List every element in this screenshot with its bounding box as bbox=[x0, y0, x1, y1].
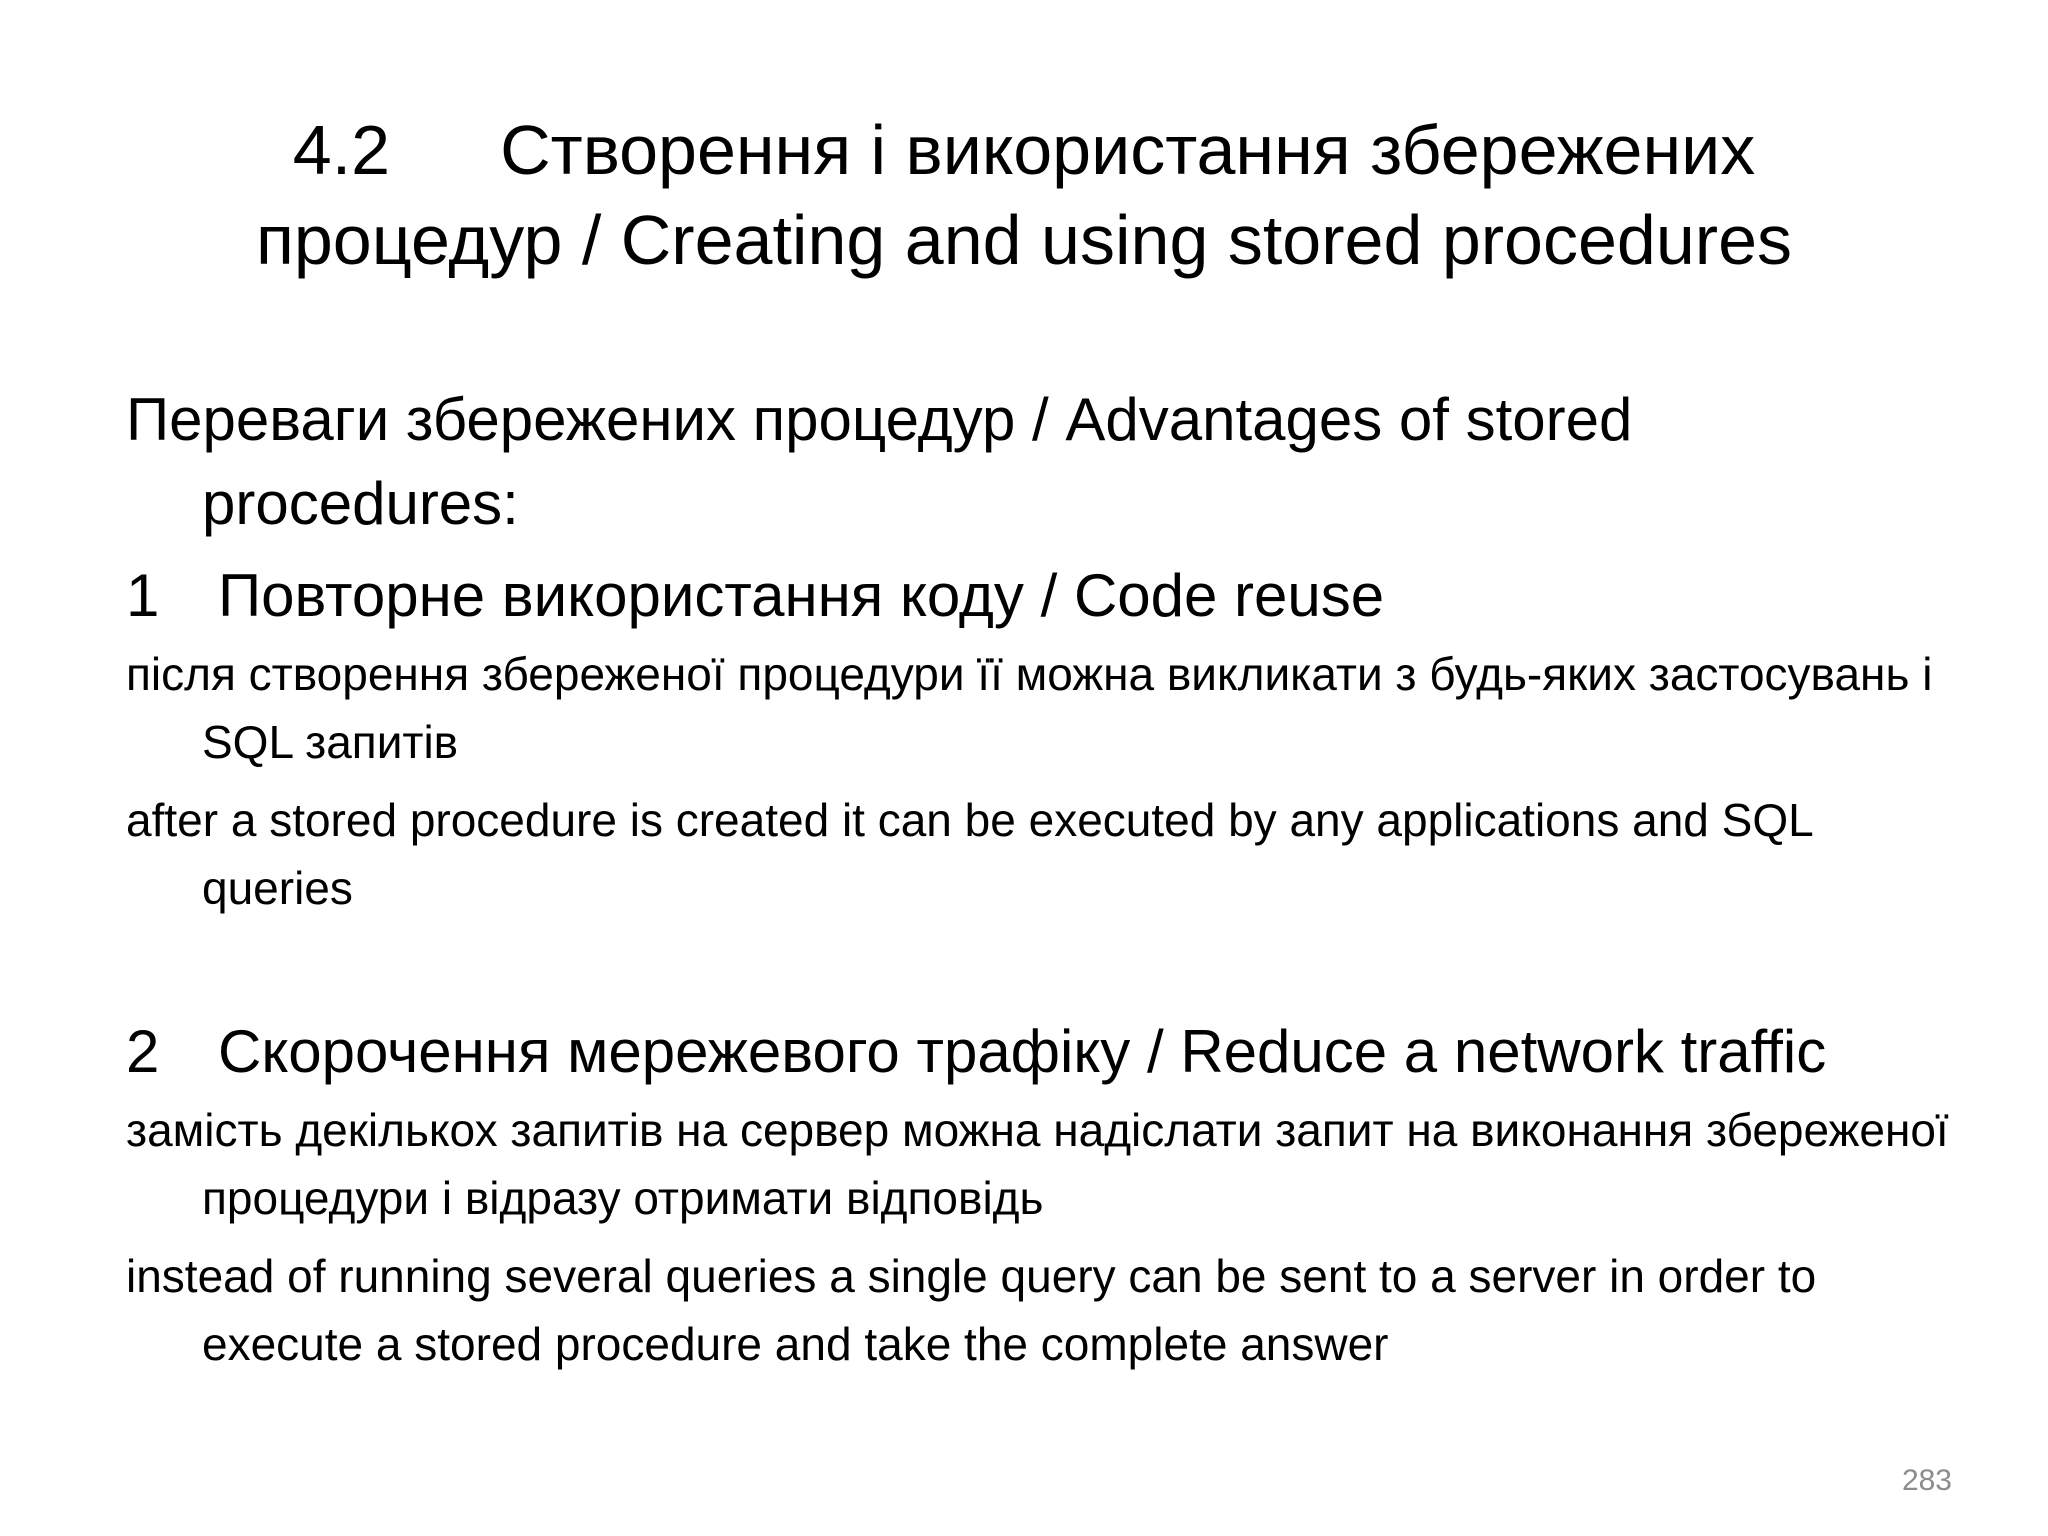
item-number-1: 1 bbox=[126, 562, 160, 629]
page-number: 283 bbox=[1901, 1464, 1952, 1497]
title-section-number: 4.2 bbox=[292, 111, 391, 189]
item-heading-1 bbox=[126, 554, 1956, 638]
item-number-2: 2 bbox=[126, 1018, 160, 1085]
slide-title bbox=[200, 105, 1848, 285]
intro-paragraph: Переваги збережених процедур / Advantages of stored procedures: bbox=[126, 386, 1633, 537]
slide-body bbox=[126, 378, 1956, 1378]
title-text: Створення і використання збережених процедур / Creating and using stored procedures bbox=[255, 111, 1793, 279]
item-heading-text-1: Повторне використання коду / Code reuse bbox=[218, 562, 1385, 629]
item-heading-2 bbox=[126, 1010, 1956, 1094]
item-text-en-2: instead of running several queries a single query can be sent to a server in order to execute a stored procedure and take the complete answer bbox=[126, 1250, 1817, 1370]
item-text-uk-2: замість декількох запитів на сервер можна надіслати запит на виконання збереженої процедури і відразу отримати відповідь bbox=[126, 1104, 1949, 1224]
item-text-uk-1: після створення збереженої процедури її можна викликати з будь-яких застосувань і SQL запитів bbox=[126, 648, 1933, 768]
item-text-en-1: after a stored procedure is created it can be executed by any applications and SQL queries bbox=[126, 794, 1812, 914]
item-heading-text-2: Скорочення мережевого трафіку / Reduce a network traffic bbox=[218, 1018, 1827, 1085]
